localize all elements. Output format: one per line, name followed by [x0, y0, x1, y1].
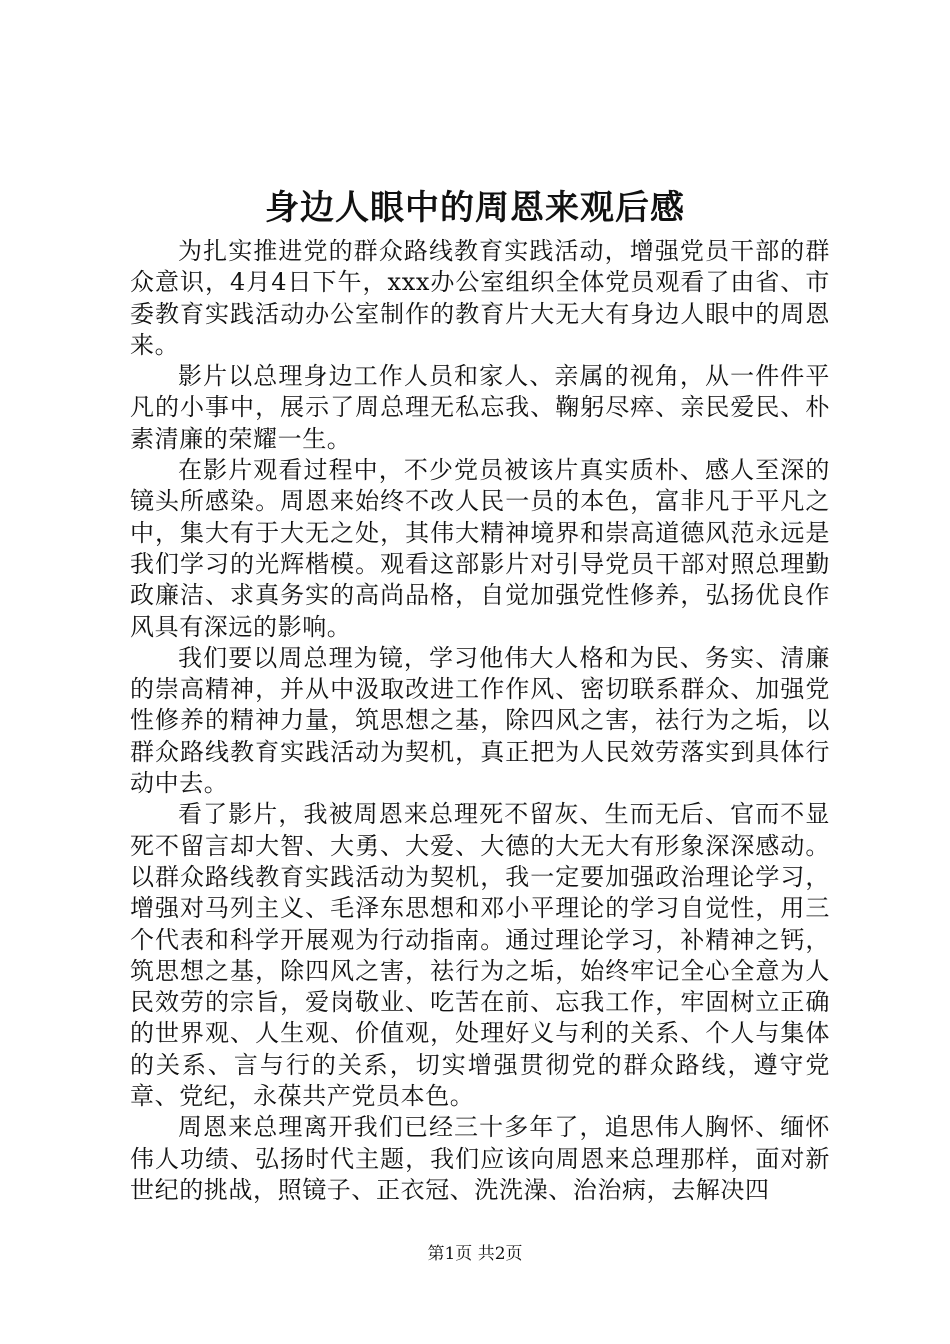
paragraph-1: 为扎实推进党的群众路线教育实践活动，增强党员干部的群众意识，4月4日下午，xxx办公室组织全体党员观看了由省、市委教育实践活动办公室制作的教育片大无大有身边人眼中的周恩来。 — [130, 237, 830, 359]
paragraph-3: 在影片观看过程中，不少党员被该片真实质朴、感人至深的镜头所感染。周恩来始终不改人民一员的本色，富非凡于平凡之中，集大有于大无之处，其伟大精神境界和崇高道德风范永远是我们学习的光辉楷模。观看这部影片对引导党员干部对照总理勤政廉洁、求真务实的高尚品格，自觉加强党性修养，弘扬优良作风具有深远的影响。 — [130, 456, 830, 641]
document-body — [130, 236, 830, 1204]
page-number-footer: 第1页 共2页 — [427, 1244, 523, 1264]
paragraph-2: 影片以总理身边工作人员和家人、亲属的视角，从一件件平凡的小事中，展示了周总理无私忘我、鞠躬尽瘁、亲民爱民、朴素清廉的荣耀一生。 — [130, 362, 830, 453]
paragraph-5: 看了影片，我被周恩来总理死不留灰、生而无后、官而不显死不留言却大智、大勇、大爱、大德的大无大有形象深深感动。以群众路线教育实践活动为契机，我一定要加强政治理论学习，增强对马列主义、毛泽东思想和邓小平理论的学习自觉性，用三个代表和科学开展观为行动指南。通过理论学习，补精神之钙，筑思想之基，除四风之害，祛行为之垢，始终牢记全心全意为人民效劳的宗旨，爱岗敬业、吃苦在前、忘我工作，牢固树立正确的世界观、人生观、价值观，处理好义与利的关系、个人与集体的关系、言与行的关系，切实增强贯彻党的群众路线，遵守党章、党纪，永葆共产党员本色。 — [130, 800, 830, 1111]
paragraph-6: 周恩来总理离开我们已经三十多年了，追思伟人胸怀、缅怀伟人功绩、弘扬时代主题，我们应该向周恩来总理那样，面对新世纪的挑战，照镜子、正衣冠、洗洗澡、治治病，去解决四 — [130, 1113, 830, 1204]
document-title: 身边人眼中的周恩来观后感 — [265, 188, 685, 228]
paragraph-4: 我们要以周总理为镜，学习他伟大人格和为民、务实、清廉的崇高精神，并从中汲取改进工作作风、密切联系群众、加强党性修养的精神力量，筑思想之基，除四风之害，祛行为之垢，以群众路线教育实践活动为契机，真正把为人民效劳落实到具体行动中去。 — [130, 643, 830, 798]
